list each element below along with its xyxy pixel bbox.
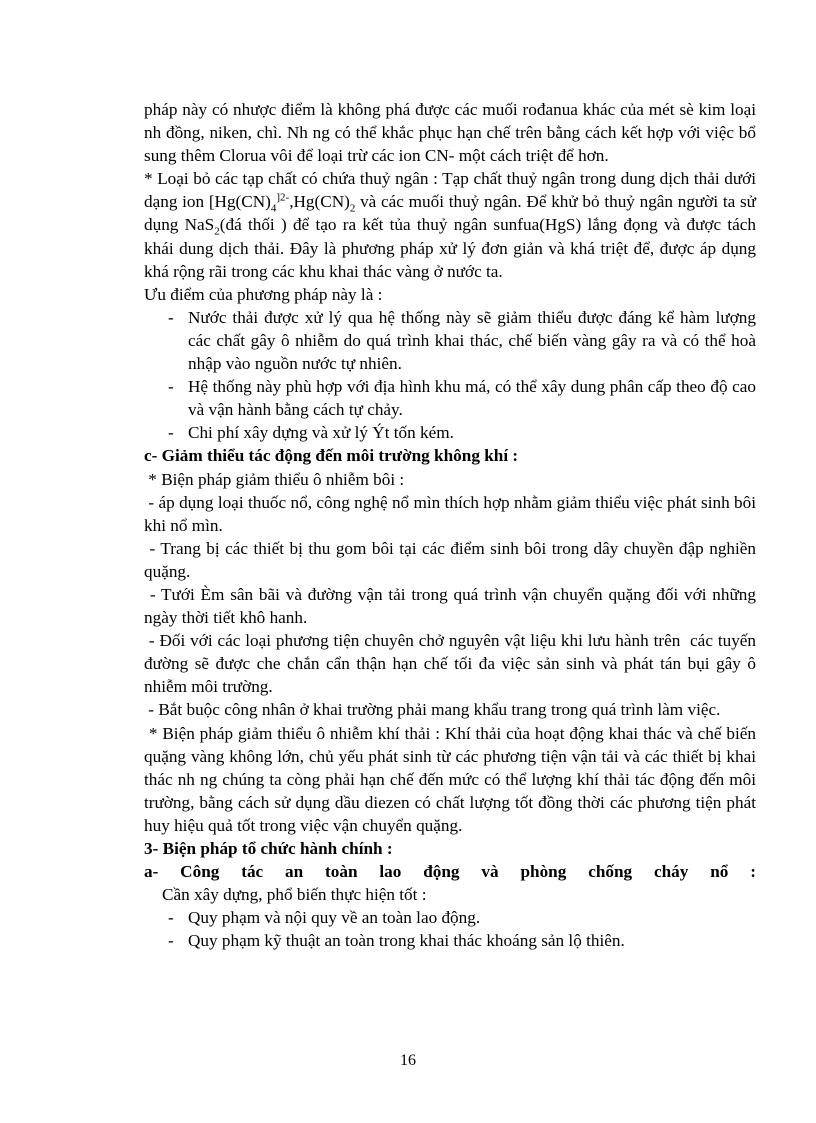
list-item (144, 906, 756, 929)
dust-item: - Đối với các loại phương tiện chuyên chở nguyên vật liệu khi lưu hành trên các tuyến đường sẽ được che chắn cẩn thận hạn chế tối đa việc sản sinh và phát tán bụi gây ô nhiễm môi trường. (144, 631, 761, 697)
dust-item: - Bắt buộc công nhân ở khai trường phải mang khẩu trang trong quá trình làm việc. (144, 700, 721, 720)
advantages-intro (144, 283, 756, 306)
mercury-text-c: và các muối thuỷ ngân. Để khử bỏ thuỷ ngân người ta sử dụng NaS (144, 192, 756, 235)
advantages-list (144, 306, 756, 445)
list-item (144, 375, 756, 421)
list-item (144, 306, 756, 375)
dust-title: * Biện pháp giảm thiểu ô nhiễm bôi : (144, 469, 405, 489)
dash-bullet: - (168, 377, 174, 397)
gas-paragraph: * Biện pháp giảm thiểu ô nhiễm khí thải : Khí thải của hoạt động khai thác và chế biến quặng vàng không lớn, chủ yếu phát sinh từ các phương tiện vận tải và các thiết bị khai thác nh ng chúng ta còng phải hạn chế đến mức có thể lượng khí thải tác động đến môi trường, bằng cách sử dụng dầu diezen có chất lượng tốt đồng thời các phương tiện phát huy hiệu quả tốt trong việc vận chuyển quặng. (144, 723, 761, 835)
subscript-4: 4 (270, 202, 277, 215)
section-3a-intro: Cần xây dựng, phổ biến thực hiện tốt : (162, 885, 427, 905)
list-item (144, 421, 756, 444)
dash-bullet: - (168, 931, 174, 951)
advantage-text: Nước thải được xử lý qua hệ thống này sẽ giảm thiểu được đáng kể hàm lượng các chất gây ô nhiễm do quá trình khai thác, chế biến vàng gây ra và có thể hoà nhập vào nguồn nước tự nhiên. (188, 307, 756, 374)
safety-item-text: Quy phạm và nội quy về an toàn lao động. (188, 908, 481, 928)
safety-list (144, 906, 756, 952)
document-page (144, 98, 761, 952)
page-number: 16 (400, 1052, 416, 1069)
dash-bullet: - (168, 423, 174, 443)
mercury-text-b: ,Hg(CN) (289, 192, 350, 212)
section-c-heading: c- Giảm thiểu tác động đến môi trường không khí : (144, 446, 519, 466)
dust-item: - áp dụng loại thuốc nổ, công nghệ nổ mìn thích hợp nhằm giảm thiểu việc phát sinh bôi khi nổ mìn. (144, 492, 761, 535)
superscript-charge: ]2- (276, 191, 290, 204)
section-3-heading: 3- Biện pháp tổ chức hành chính : (144, 839, 393, 858)
mercury-text-d: (đá thối ) để tạo ra kết tủa thuỷ ngân sunfua(HgS) lắng đọng và được tách khái dung dịch thải. Đây là phương pháp xử lý đơn giản và khá triệt để, được áp dụng khá rộng rãi trong các khu khai thác vàng ở nước ta. (144, 215, 756, 281)
list-item (144, 929, 756, 952)
paragraph-rodanua (144, 98, 756, 167)
paragraph-mercury-removal (144, 167, 756, 282)
dash-bullet: - (168, 307, 174, 327)
advantages-intro-text: Ưu điểm của phương pháp này là : (144, 284, 383, 304)
subscript-2: 2 (349, 202, 356, 215)
paragraph-rodanua-text: pháp này có nhược điểm là không phá được các muối rođanua khác của mét sè kim loại nh đồng, niken, chì. Nh ng có thể khắc phục hạn chế trên bằng cách kết hợp với việc bổ sung thêm Clorua vôi để loại trừ các ion CN- một cách triệt để hơn. (144, 100, 756, 166)
dust-item: - Tưới Èm sân bãi và đường vận tải trong quá trình vận chuyển quặng đối với những ngày thời tiết khô hanh. (144, 584, 761, 628)
advantage-text: Chi phí xây dựng và xử lý Ýt tốn kém. (188, 423, 454, 443)
dust-item: - Trang bị các thiết bị thu gom bôi tại các điểm sinh bôi trong dây chuyền đập nghiền quặng. (144, 538, 761, 581)
mercury-text-a: * Loại bỏ các tạp chất có chứa thuỷ ngân : Tạp chất thuỷ ngân trong dung dịch thải dưới dạng ion [Hg(CN) (144, 169, 756, 212)
section-3a-heading: a- Công tác an toàn lao động và phòng chống cháy nổ : (144, 862, 756, 882)
dash-bullet: - (168, 908, 174, 928)
advantage-text: Hệ thống này phù hợp với địa hình khu má, có thể xây dung phân cấp theo độ cao và vận hành bằng cách tự chảy. (188, 377, 756, 420)
safety-item-text: Quy phạm kỹ thuật an toàn trong khai thác khoáng sản lộ thiên. (188, 931, 625, 951)
subscript-2b: 2 (214, 225, 220, 238)
